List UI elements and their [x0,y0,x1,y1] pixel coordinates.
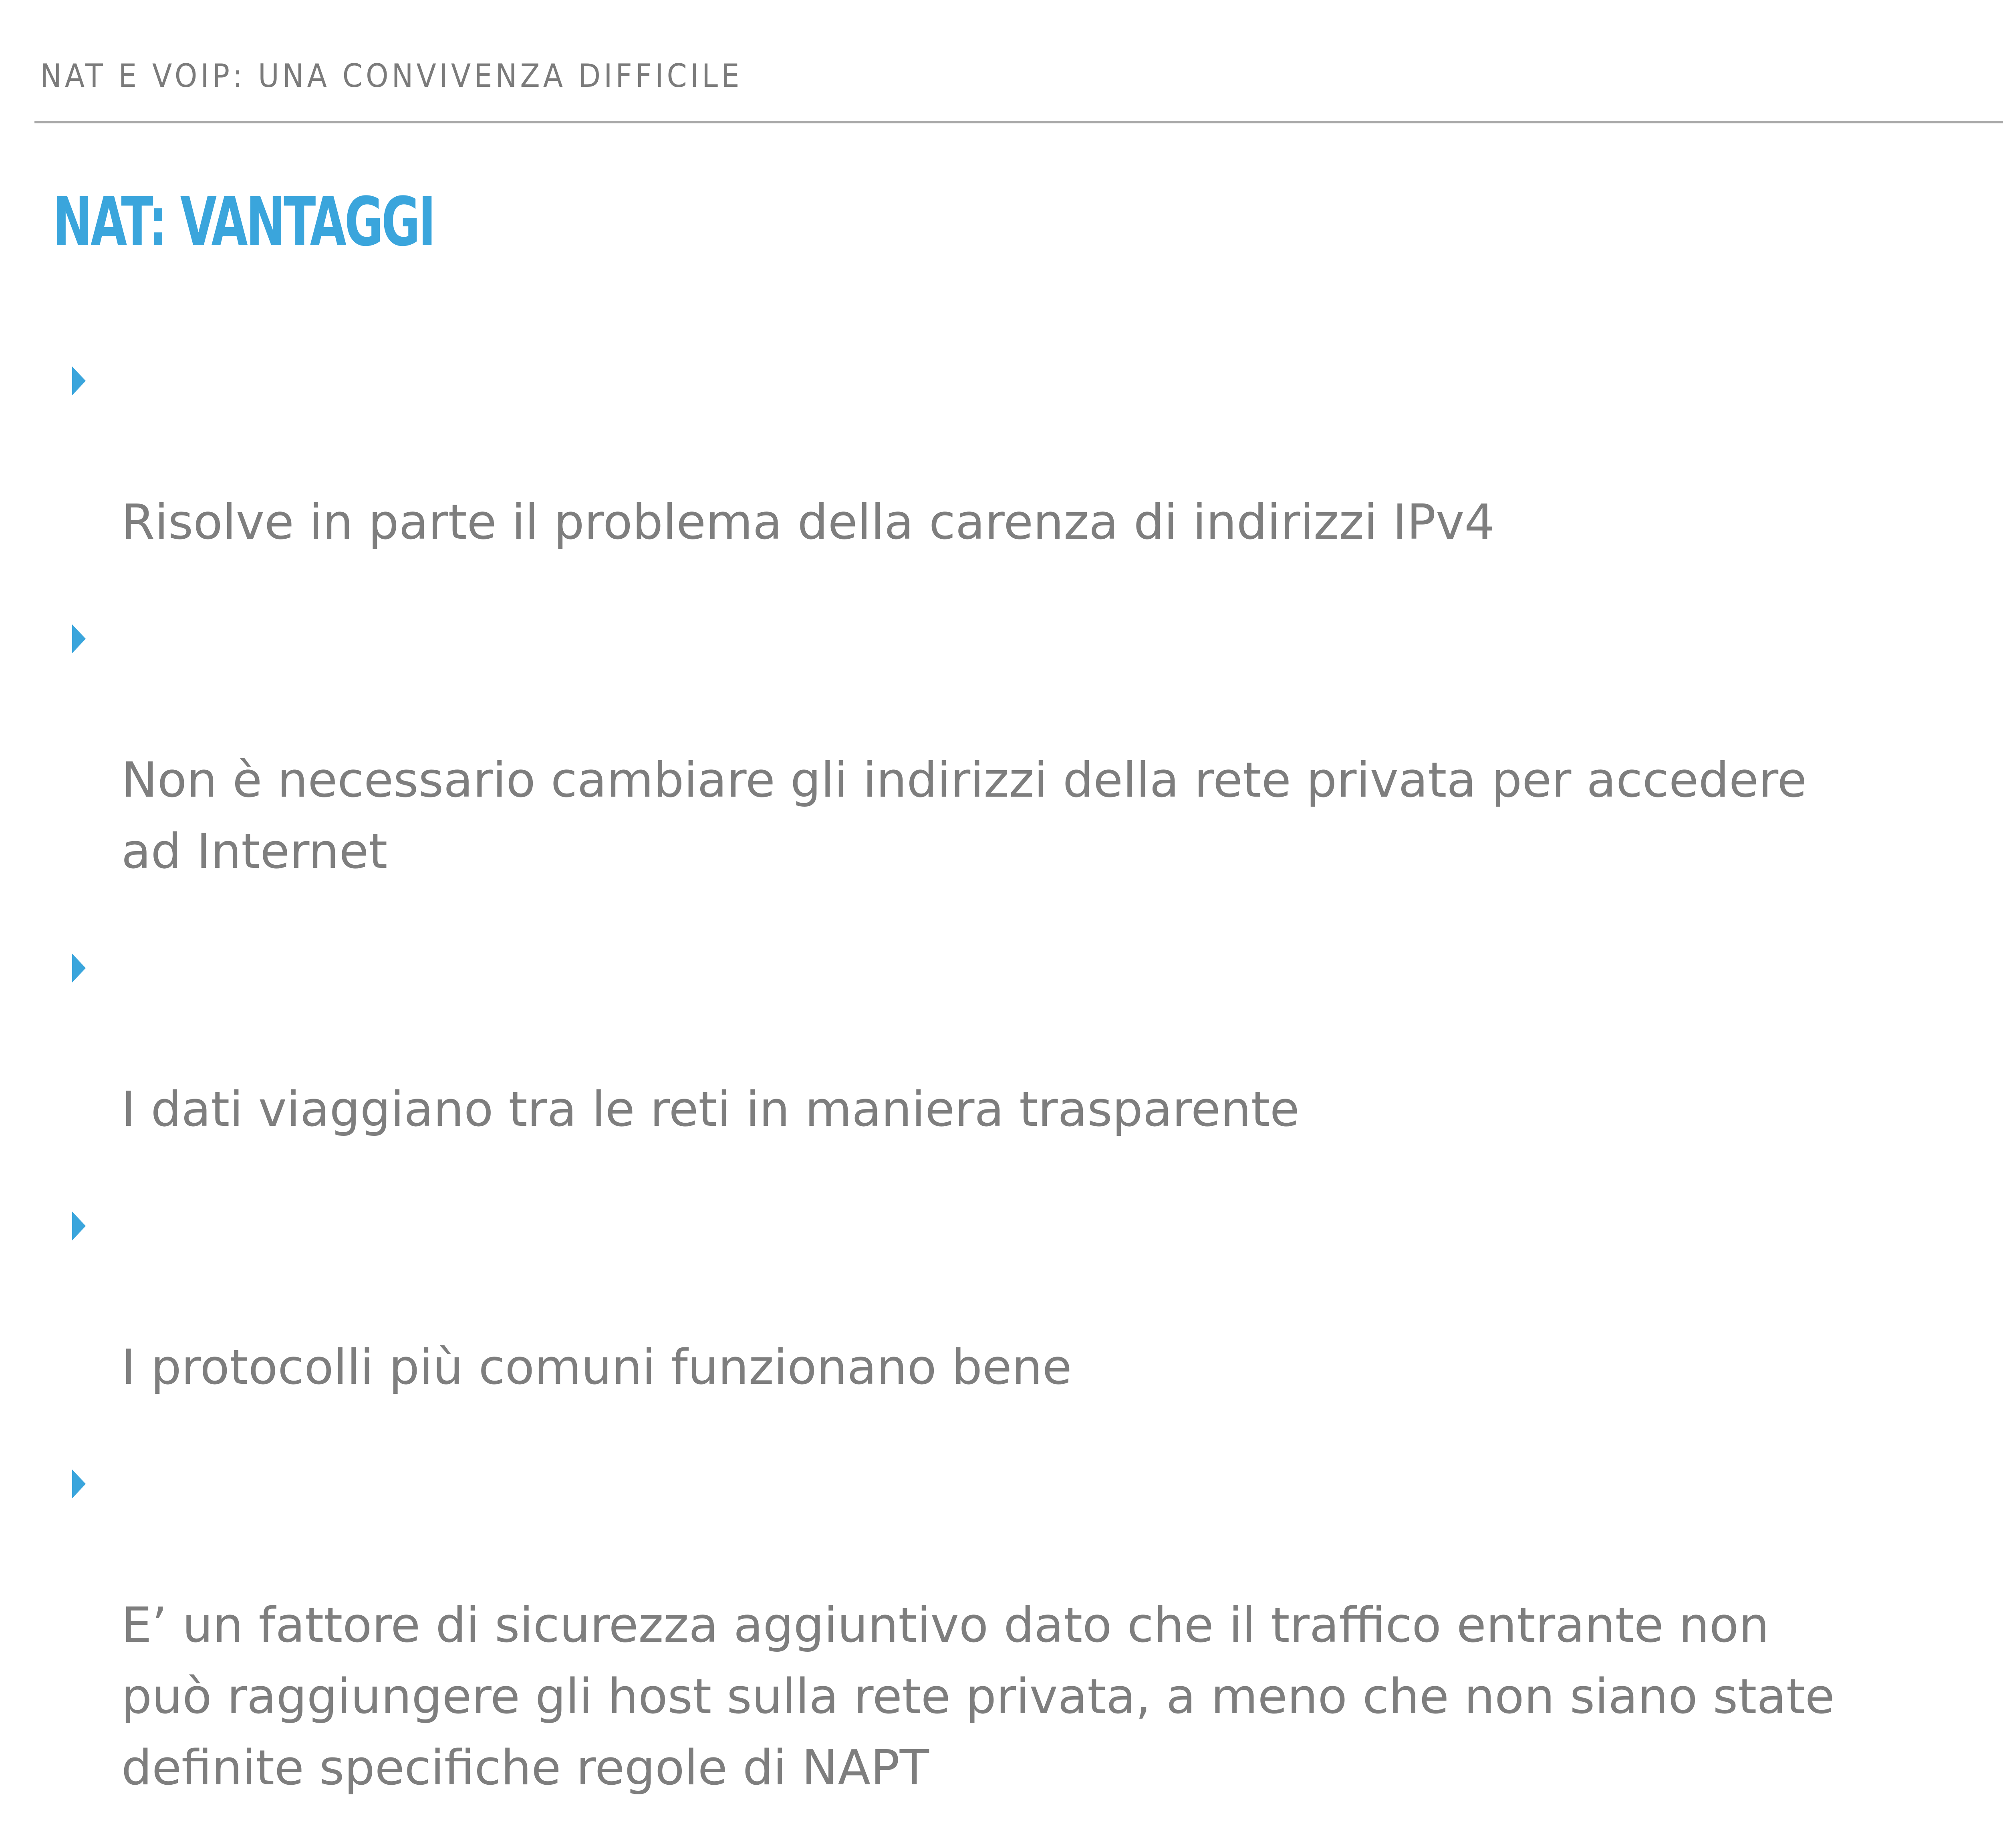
bullet-text: E’ un fattore di sicurezza aggiuntivo dato che il traffico entrante non può raggiungere gli host sulla rete privata, a meno che non siano state definite specifiche regole di NAPT [121,1598,1835,1796]
slide-title: NAT: VANTAGGI [53,183,434,261]
bullet-text: Risolve in parte il problema della carenza di indirizzi IPv4 [121,495,1495,550]
presentation-header: NAT E VOIP: UNA CONVIVENZA DIFFICILE [40,57,743,95]
bullet-item [72,1190,1835,1403]
triangle-right-icon [72,1212,86,1240]
bullet-text: I protocolli più comuni funzionano bene [121,1340,1072,1395]
bullet-text: I dati viaggiano tra le reti in maniera trasparente [121,1082,1300,1137]
bullet-item [72,1447,1835,1804]
bullet-item [72,932,1835,1145]
bullet-item [72,602,1835,888]
triangle-right-icon [72,624,86,653]
bullet-text: Non è necessario cambiare gli indirizzi della rete privata per accedere ad Internet [121,753,1807,880]
bullet-list [72,344,1835,1848]
header-divider [34,121,2003,123]
triangle-right-icon [72,954,86,982]
triangle-right-icon [72,366,86,395]
bullet-item [72,344,1835,558]
triangle-right-icon [72,1470,86,1498]
